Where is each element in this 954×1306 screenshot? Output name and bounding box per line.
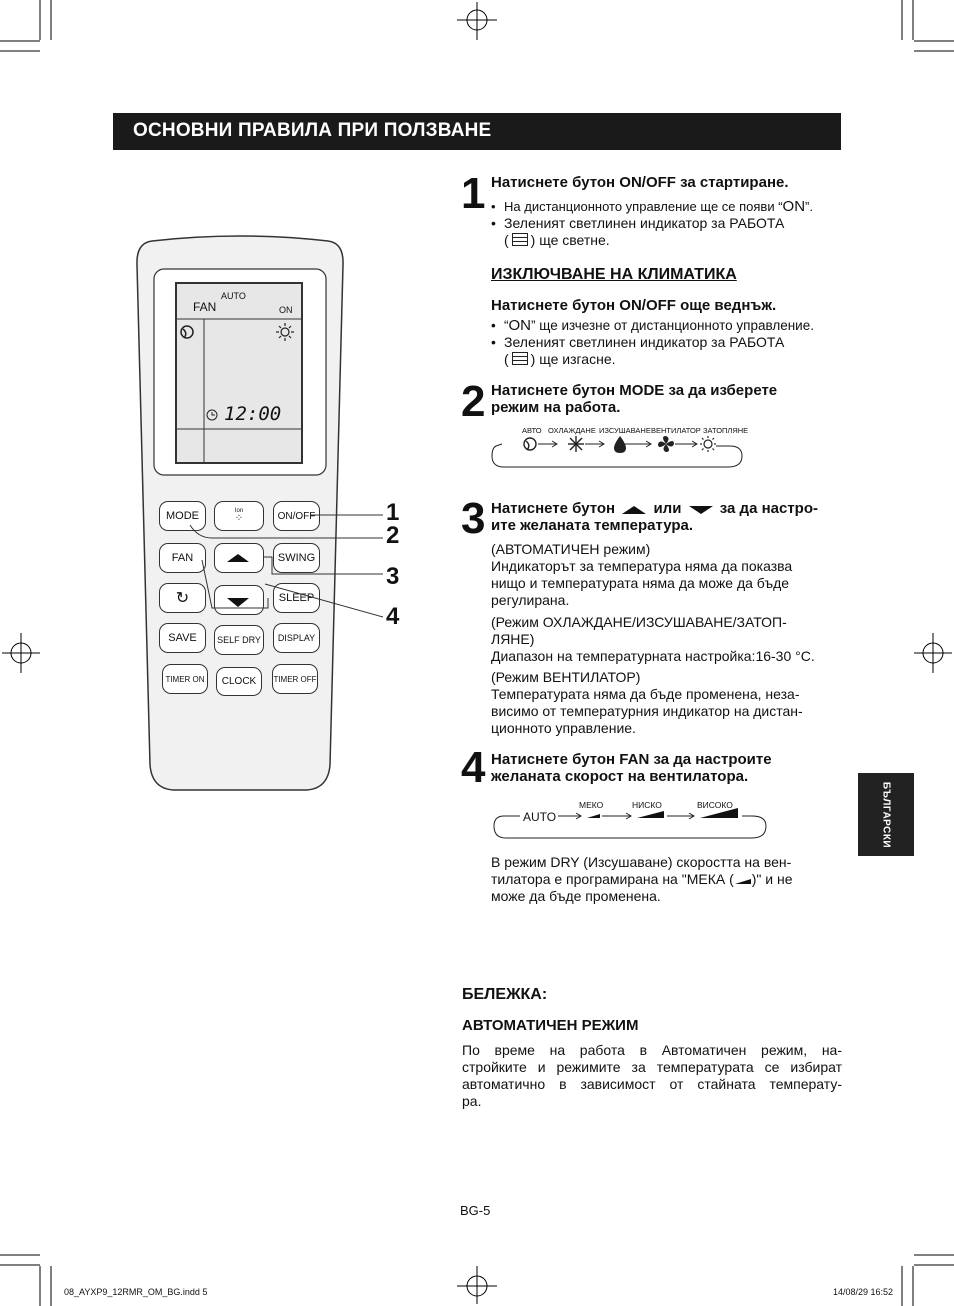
callout-lines (150, 500, 390, 630)
step-3-auto-note: (АВТОМАТИЧЕН режим) Индикаторът за температура няма да показва нищо и температурата няма да може да бъде регулирана. (491, 541, 793, 608)
mode-cycle-diagram (490, 434, 746, 470)
down-arrow-icon (688, 503, 714, 515)
high-speed-icon (700, 808, 738, 818)
display-button[interactable]: DISPLAY (273, 623, 320, 653)
mid-speed-icon (637, 811, 664, 818)
speed-label-high: ВИСОКО (697, 800, 733, 810)
heat-mode-icon (700, 436, 716, 452)
sleep-button[interactable]: SLEEP (273, 583, 320, 613)
operation-lamp-icon (512, 352, 528, 365)
self-dry-button[interactable]: SELF DRY (214, 625, 264, 655)
off-bullet-1: • “ON” ще изчезне от дистанционното управление. (491, 317, 814, 334)
speed-label-mid: НИСКО (632, 800, 662, 810)
auto-mode-icon: ↻ (175, 590, 190, 607)
onoff-button[interactable]: ON/OFF (273, 501, 320, 531)
save-button[interactable]: SAVE (159, 623, 206, 653)
step-3-line-2: ите желаната температура. (491, 517, 694, 534)
step-1-bullet-2: • Зеленият светлинен индикатор за РАБОТА ( ) ще светне. (491, 215, 785, 248)
off-subheading: Натиснете бутон ON/OFF още веднъж. (491, 297, 777, 314)
step-4-line-2: желаната скорост на вентилатора. (491, 768, 749, 785)
fan-speed-cycle-diagram (490, 808, 770, 842)
callout-3: 3 (386, 563, 400, 590)
step-1-heading: Натиснете бутон ON/OFF за стартиране. (491, 174, 789, 191)
auto-mode-icon (524, 438, 536, 450)
step-3-cool-note: (Режим ОХЛАЖДАНЕ/ИЗСУШАВАНЕ/ЗАТОП- ЛЯНЕ) Диапазон на температурната настройка:16-30 °C. (491, 614, 815, 664)
language-tab-label: БЪЛГАРСКИ (880, 781, 892, 848)
page-number: BG-5 (460, 1203, 491, 1218)
dry-mode-icon (614, 436, 626, 453)
step-3-fan-note: (Режим ВЕНТИЛАТОР) Температурата няма да бъде променена, неза- висимо от температурния индикатор на дистан- ционното управление. (491, 669, 803, 736)
lcd-auto: AUTO (221, 291, 246, 301)
callout-4: 4 (386, 603, 400, 630)
fan-mode-icon (658, 436, 674, 452)
lcd-time: 12:00 (224, 403, 282, 425)
step-3-line-1: Натиснете бутон или за да настро- (491, 500, 818, 517)
note-heading: БЕЛЕЖКА: (462, 986, 548, 1003)
mode-label-auto: АВТО (522, 426, 542, 435)
footer-file: 08_AYXP9_12RMR_OM_BG.indd 5 (64, 1287, 208, 1297)
mode-label-fan: ВЕНТИЛАТОР (651, 426, 701, 435)
step-4-note: В режим DRY (Изсушаване) скоростта на вен- тилатора е програмирана на "МЕКА ( )" и не може да бъде променена. (491, 854, 793, 904)
timer-on-button[interactable]: TIMER ON (162, 664, 208, 694)
step-2-number: 2 (461, 377, 486, 426)
step-1-number: 1 (461, 169, 486, 218)
mode-label-cool: ОХЛАЖДАНЕ (548, 426, 596, 435)
note-subheading: АВТОМАТИЧЕН РЕЖИМ (462, 1017, 639, 1034)
step-1-bullet-1: • На дистанционното управление ще се появи “ON”. (491, 198, 813, 215)
off-heading: ИЗКЛЮЧВАНЕ НА КЛИМАТИКА (491, 266, 737, 283)
low-speed-icon (734, 875, 752, 885)
fan-button[interactable]: FAN (159, 543, 206, 573)
footer-date: 14/08/29 16:52 (833, 1287, 894, 1297)
note-body-last: ра. (462, 1093, 482, 1109)
speed-label-low: МЕКО (579, 800, 604, 810)
low-speed-icon (587, 814, 600, 818)
section-title-bar (113, 113, 841, 150)
cool-mode-icon (568, 436, 584, 452)
callout-1: 1 (386, 499, 400, 526)
off-bullet-2: • Зеленият светлинен индикатор за РАБОТА ( ) ще изгасне. (491, 334, 785, 367)
language-tab (858, 773, 914, 856)
step-2-line-1: Натиснете бутон MODE за да изберете (491, 382, 778, 399)
note-body: По време на работа в Автоматичен режим, на- стройките и режимите за температурата се избират автоматично в зависимост от стайната температу- (462, 1042, 842, 1092)
step-4-line-1: Натиснете бутон FAN за да настроите (491, 751, 772, 768)
callout-2: 2 (386, 522, 400, 549)
mode-button[interactable]: MODE (159, 501, 206, 531)
lcd-fan: FAN (193, 300, 217, 314)
clock-button[interactable]: CLOCK (216, 667, 262, 696)
lcd-on: ON (279, 305, 293, 315)
timer-off-button[interactable]: TIMER OFF (272, 664, 318, 694)
mode-label-heat: ЗАТОПЛЯНЕ (703, 426, 749, 435)
swing-button[interactable]: SWING (273, 543, 320, 573)
ion-icon: ⁘ (234, 513, 244, 524)
speed-label-auto: AUTO (523, 810, 557, 824)
step-4-number: 4 (461, 743, 486, 792)
section-title: ОСНОВНИ ПРАВИЛА ПРИ ПОЛЗВАНЕ (133, 120, 492, 141)
mode-label-dry: ИЗСУШАВАНЕ (599, 426, 651, 435)
operation-lamp-icon (512, 233, 528, 246)
step-2-line-2: режим на работа. (491, 399, 621, 416)
up-arrow-icon (621, 503, 647, 515)
ion-label: Ion (234, 508, 244, 514)
step-3-number: 3 (461, 494, 486, 543)
